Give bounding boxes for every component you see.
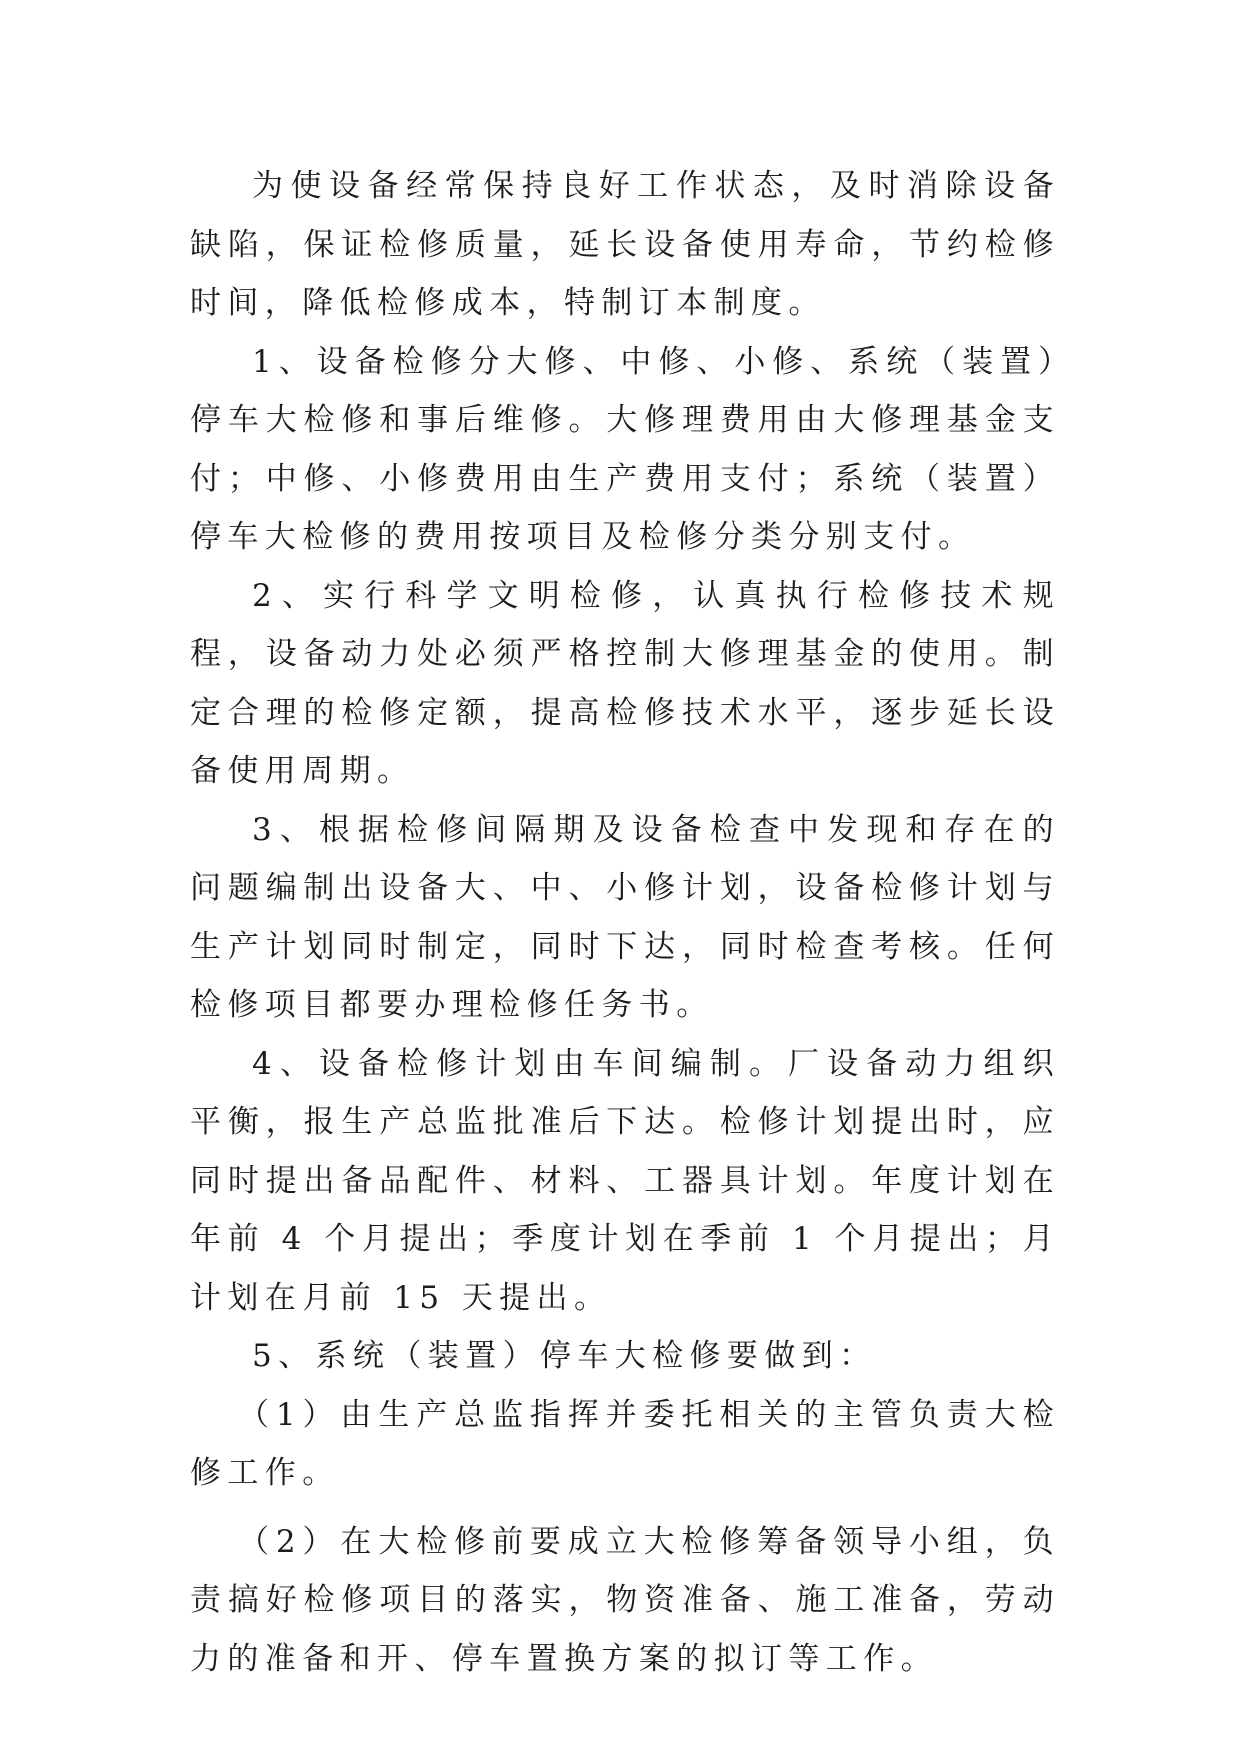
clause-5-paragraph: 5、系统（装置）停车大检修要做到： bbox=[252, 1338, 877, 1374]
clause-3-paragraph: 3、根据检修间隔期及设备检查中发现和存在的问题编制出设备大、中、小修计划，设备检修计划与生产计划同时制定，同时下达，同时检查考核。任何检修项目都要办理检修任务书。 bbox=[190, 811, 1060, 1023]
intro-paragraph: 为使设备经常保持良好工作状态，及时消除设备缺陷，保证检修质量，延长设备使用寿命，节约检修时间，降低检修成本，特制订本制度。 bbox=[190, 168, 1060, 321]
document-body bbox=[190, 157, 1060, 1688]
clause-4-paragraph: 4、设备检修计划由车间编制。厂设备动力组织平衡，报生产总监批准后下达。检修计划提出时，应同时提出备品配件、材料、工器具计划。年度计划在年前 4 个月提出；季度计划在季前 1 个月提出；月计划在月前 15 天提出。 bbox=[190, 1045, 1060, 1316]
clause-1-paragraph: 1、设备检修分大修、中修、小修、系统（装置）停车大检修和事后维修。大修理费用由大修理基金支付；中修、小修费用由生产费用支付；系统（装置）停车大检修的费用按项目及检修分类分别支付。 bbox=[190, 343, 1060, 555]
clause-5-item-2-paragraph: （2）在大检修前要成立大检修筹备领导小组，负责搞好检修项目的落实，物资准备、施工准备，劳动力的准备和开、停车置换方案的拟订等工作。 bbox=[190, 1523, 1060, 1677]
clause-5-item-1-paragraph: （1）由生产总监指挥并委托相关的主管负责大检修工作。 bbox=[190, 1396, 1060, 1491]
clause-2-paragraph: 2、实行科学文明检修，认真执行检修技术规程，设备动力处必须严格控制大修理基金的使用。制定合理的检修定额，提高检修技术水平，逐步延长设备使用周期。 bbox=[190, 577, 1060, 789]
